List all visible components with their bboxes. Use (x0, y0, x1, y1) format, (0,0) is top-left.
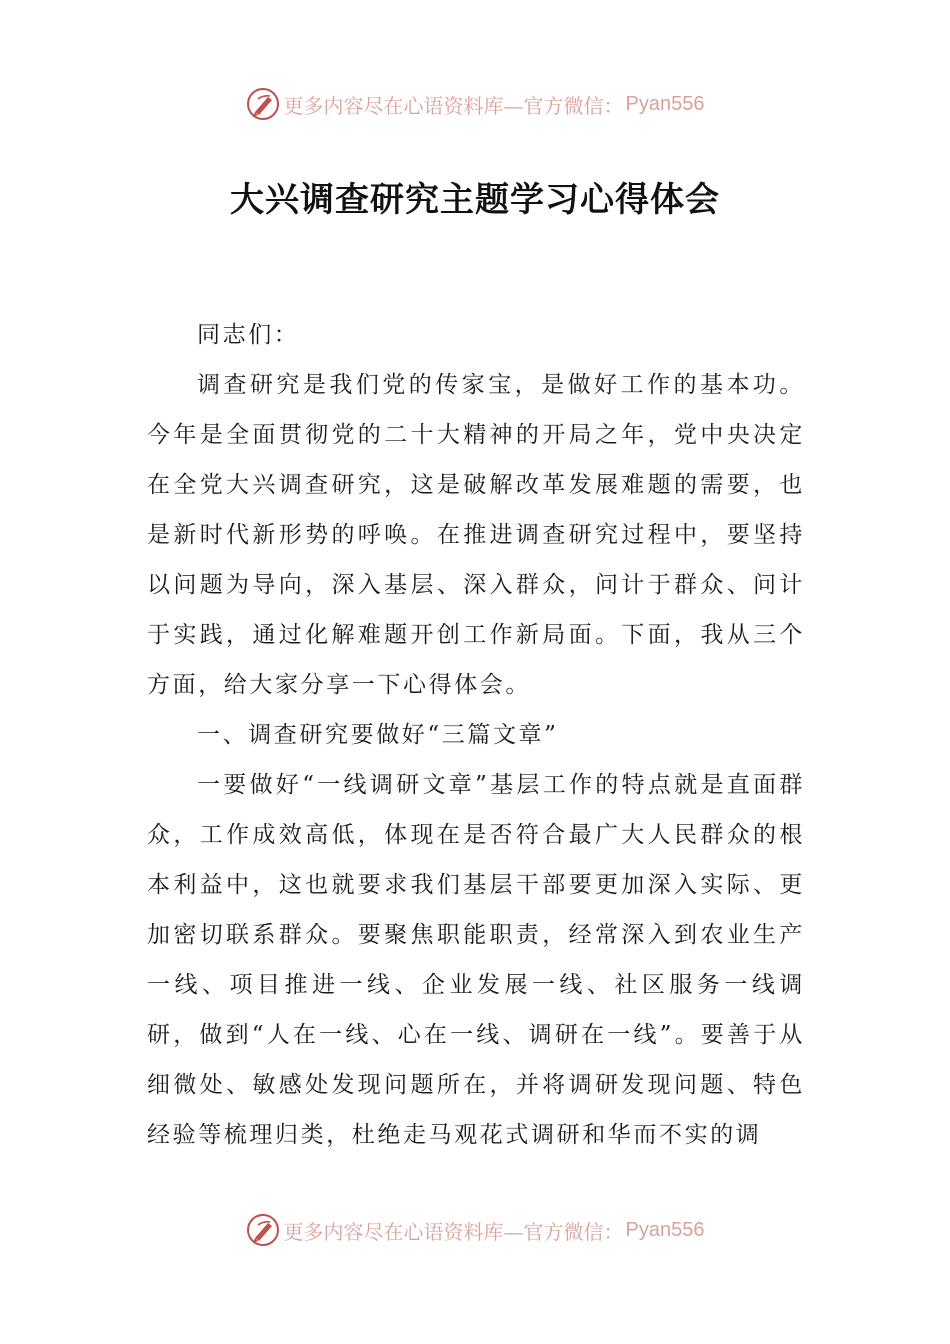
paragraph-section-1: 一要做好“一线调研文章”基层工作的特点就是直面群众，工作成效高低，体现在是否符合最广大人民群众的根本利益中，这也就要求我们基层干部要更加深入实际、更加密切联系群众。要聚焦职能职责，经常深入到农业生产一线、项目推进一线、企业发展一线、社区服务一线调研，做到“人在一线、心在一线、调研在一线”。要善于从细微处、敏感处发现问题所在，并将调研发现问题、特色经验等梳理归类，杜绝走马观花式调研和华而不实的调 (147, 772, 805, 1148)
watermark-text: 更多内容尽在心语资料库—官方微信： (283, 93, 624, 118)
pen-logo-icon (246, 1213, 280, 1247)
document-body (147, 310, 805, 1160)
salutation: 同志们： (197, 322, 300, 348)
watermark-wechat-id: Pyan556 (625, 1218, 705, 1241)
watermark-text: 更多内容尽在心语资料库—官方微信： (283, 1219, 624, 1244)
document-title: 大兴调查研究主题学习心得体会 (230, 180, 720, 220)
pen-logo-icon (246, 87, 280, 121)
watermark-wechat-id: Pyan556 (625, 92, 705, 115)
section-heading-1: 一、调查研究要做好“三篇文章” (197, 722, 559, 748)
paragraph-intro: 调查研究是我们党的传家宝，是做好工作的基本功。今年是全面贯彻党的二十大精神的开局之年，党中央决定在全党大兴调查研究，这是破解改革发展难题的需要，也是新时代新形势的呼唤。在推进调查研究过程中，要坚持以问题为导向，深入基层、深入群众，问计于群众、问计于实践，通过化解难题开创工作新局面。下面，我从三个方面，给大家分享一下心得体会。 (147, 372, 805, 698)
watermark-footer (0, 1212, 950, 1248)
watermark-header (0, 86, 950, 122)
